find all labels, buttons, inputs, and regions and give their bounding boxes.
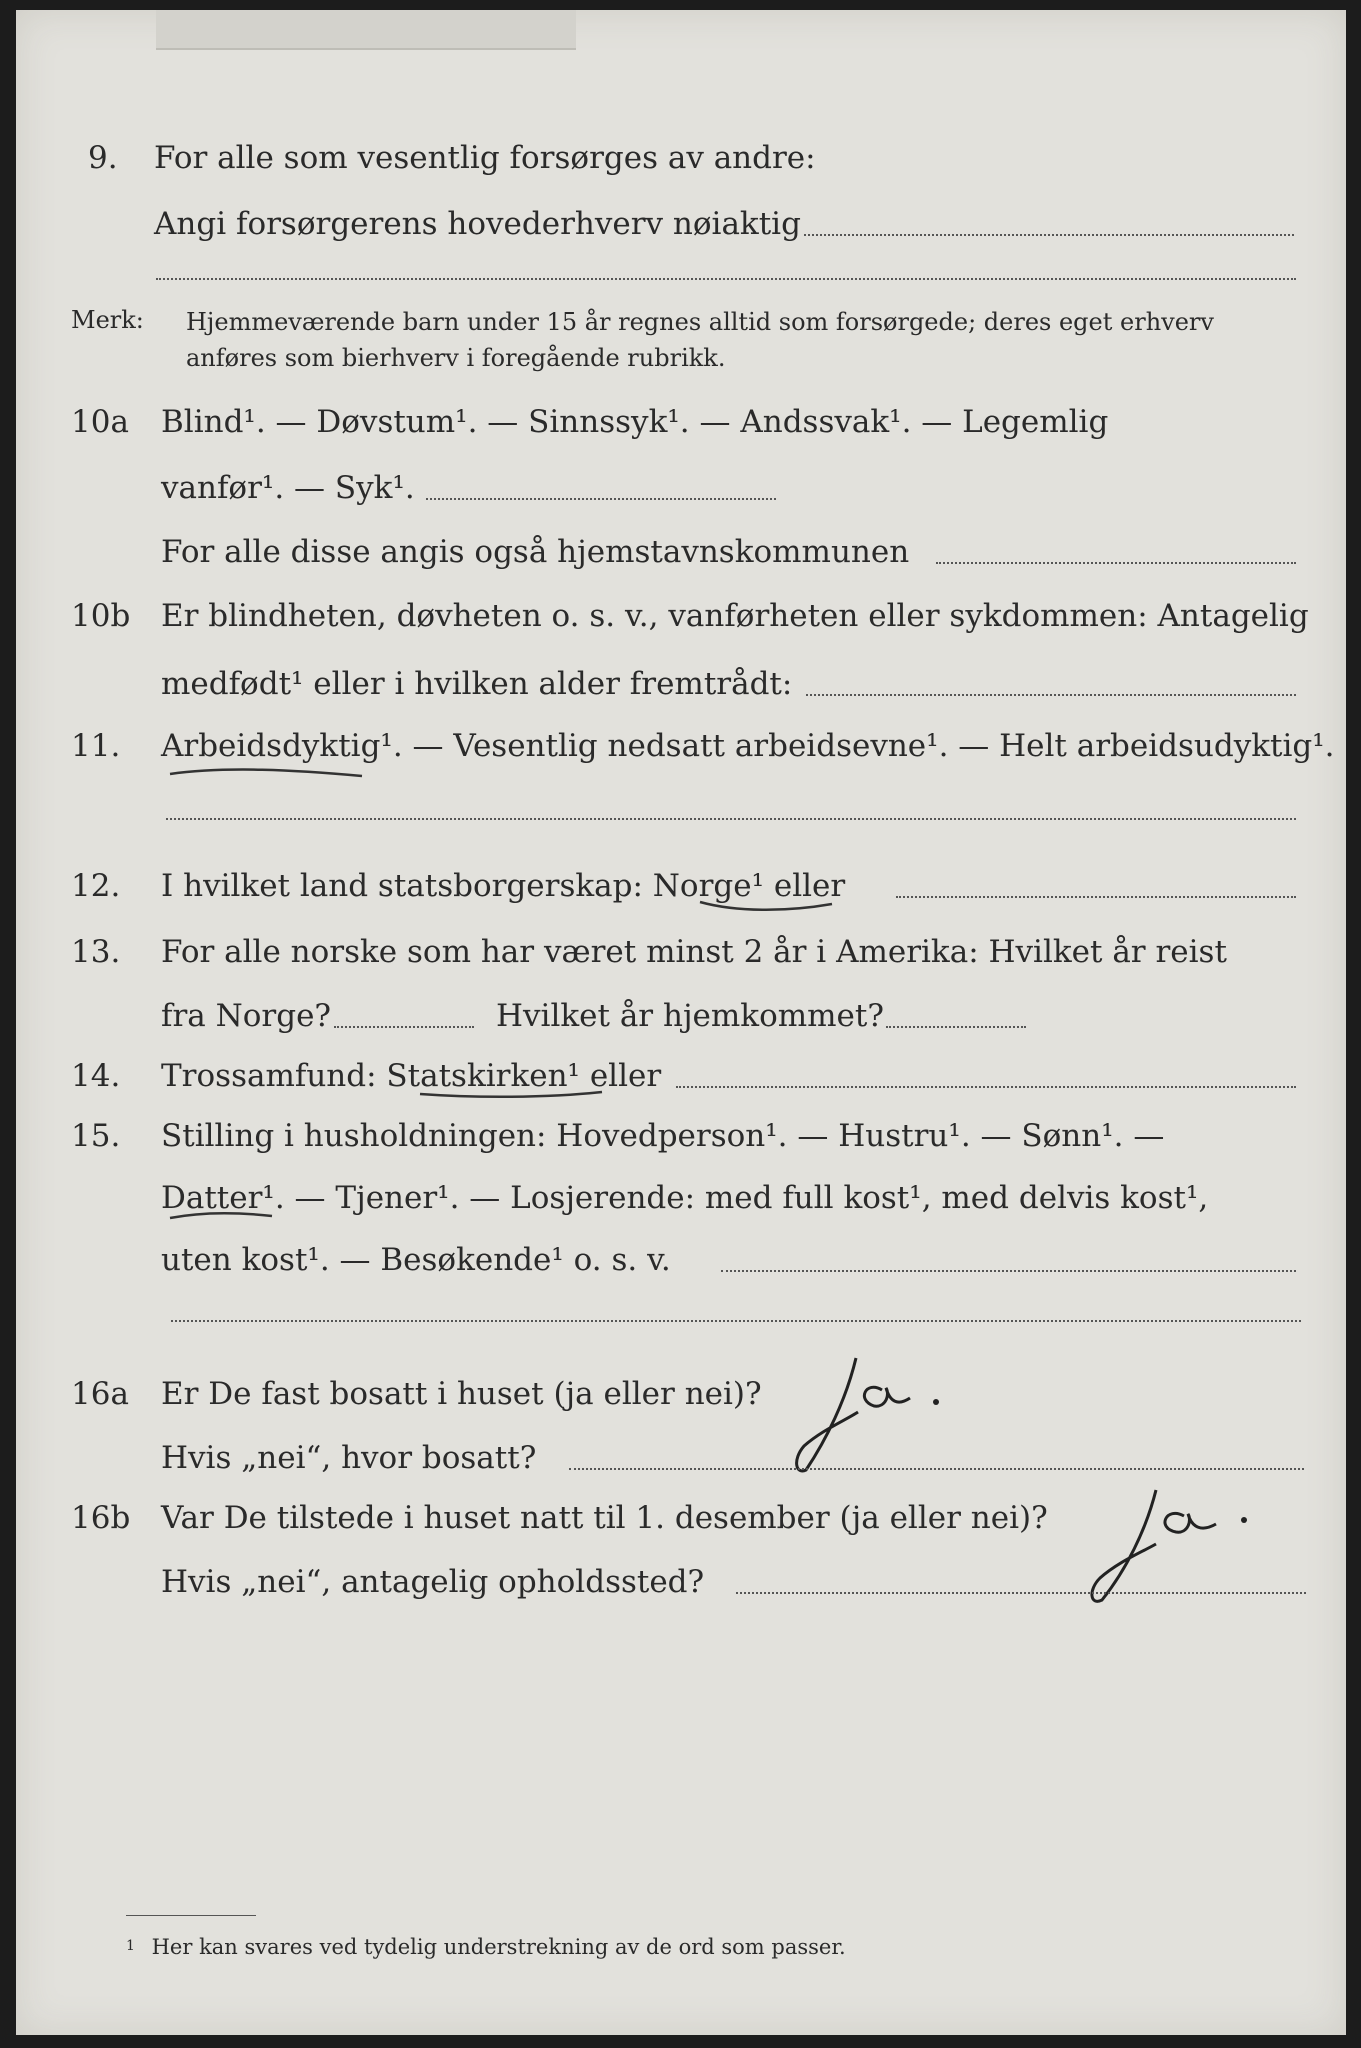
q15-number: 15. <box>71 1118 121 1154</box>
q14-handwritten-underline <box>416 1084 606 1104</box>
q16a-line-2: Hvis „nei“, hvor bosatt? <box>161 1440 537 1476</box>
q10b-answer-field[interactable] <box>806 694 1296 696</box>
q13-line-2b: Hvilket år hjemkommet? <box>496 998 884 1034</box>
q10a-line-3: For alle disse angis også hjemstavnskommunen <box>161 534 910 570</box>
q11-line-1: Arbeidsdyktig¹. — Vesentlig nedsatt arbeidsevne¹. — Helt arbeidsudyktig¹. <box>161 728 1335 764</box>
q10a-line-1: Blind¹. — Døvstum¹. — Sinnssyk¹. — Andssvak¹. — Legemlig <box>161 404 1109 440</box>
q13-return-field[interactable] <box>886 1026 1026 1028</box>
torn-paper-edge <box>156 10 576 50</box>
census-form-page <box>16 10 1346 2035</box>
q10a-number: 10a <box>71 404 129 440</box>
q16b-line-2: Hvis „nei“, antagelig opholdssted? <box>161 1564 705 1600</box>
q13-departure-field[interactable] <box>334 1026 474 1028</box>
q10a-row-2 <box>16 458 1346 518</box>
q11-answer-field[interactable] <box>166 818 1296 820</box>
q15-handwritten-underline <box>166 1206 276 1226</box>
q9-row-2 <box>16 194 1346 254</box>
q15-row-1 <box>16 1106 1346 1166</box>
footnote-text: Her kan svares ved tydelig understrekning av de ord som passer. <box>151 1935 846 1959</box>
q11-handwritten-underline <box>166 762 366 782</box>
q13-row-2 <box>16 986 1346 1046</box>
q10a-hometown-field[interactable] <box>936 562 1296 564</box>
q16b-line-1: Var De tilstede i huset natt til 1. desember (ja eller nei)? <box>161 1500 1048 1536</box>
q10b-number: 10b <box>71 598 131 634</box>
q10a-row-1 <box>16 392 1346 452</box>
q10b-line-2: medfødt¹ eller i hvilken alder fremtrådt: <box>161 666 793 702</box>
footnote-marker: 1 <box>126 1938 135 1954</box>
q10a-row-3 <box>16 522 1346 582</box>
q9-line-2: Angi forsørgerens hovederhverv nøiaktig <box>154 206 801 242</box>
q10a-line-2: vanfør¹. — Syk¹. <box>161 470 415 506</box>
q15-answer-field-2[interactable] <box>171 1320 1301 1322</box>
q9-answer-field[interactable] <box>804 234 1294 236</box>
q13-row-1 <box>16 922 1346 982</box>
q10b-line-1: Er blindheten, døvheten o. s. v., vanførheten eller sykdommen: Antagelig <box>161 598 1309 634</box>
q9-answer-field-2[interactable] <box>156 278 1296 280</box>
q12-handwritten-underline <box>696 894 836 916</box>
q14-answer-field[interactable] <box>676 1086 1296 1088</box>
q16a-number: 16a <box>71 1376 129 1412</box>
q16b-stay-field[interactable] <box>736 1592 1306 1594</box>
q10b-row-1 <box>16 586 1346 646</box>
q16a-line-1: Er De fast bosatt i huset (ja eller nei)? <box>161 1376 762 1412</box>
q16b-number: 16b <box>71 1500 131 1536</box>
q10b-row-2 <box>16 654 1346 714</box>
q13-number: 13. <box>71 934 121 970</box>
merk-label: Merk: <box>71 306 144 334</box>
q15-row-3 <box>16 1230 1346 1290</box>
q10a-answer-field[interactable] <box>426 498 776 500</box>
q15-line-1: Stilling i husholdningen: Hovedperson¹. — Hustru¹. — Sønn¹. — <box>161 1118 1165 1154</box>
q13-line-1: For alle norske som har været minst 2 år i Amerika: Hvilket år reist <box>161 934 1227 970</box>
q9-line-1: For alle som vesentlig forsørges av andre: <box>154 140 816 176</box>
q12-line-1: I hvilket land statsborgerskap: Norge¹ eller <box>161 868 846 904</box>
footnote-separator <box>126 1915 256 1916</box>
footnote <box>126 1935 846 1959</box>
q16a-row-2 <box>16 1428 1346 1488</box>
q15-line-2: Datter¹. — Tjener¹. — Losjerende: med full kost¹, med delvis kost¹, <box>161 1180 1209 1216</box>
q14-line-1: Trossamfund: Statskirken¹ eller <box>161 1058 662 1094</box>
q15-line-3: uten kost¹. — Besøkende¹ o. s. v. <box>161 1242 671 1278</box>
q16a-row-1 <box>16 1364 1346 1424</box>
q12-row-1 <box>16 856 1346 916</box>
q16b-row-2 <box>16 1552 1346 1612</box>
q12-answer-field[interactable] <box>896 896 1296 898</box>
q13-line-2a: fra Norge? <box>161 998 332 1034</box>
merk-line-2: anføres som bierhverv i foregående rubrikk. <box>186 344 726 372</box>
merk-line-1: Hjemmeværende barn under 15 år regnes alltid som forsørgede; deres eget erhverv <box>186 308 1214 336</box>
q9-row-1 <box>16 128 1346 188</box>
q15-answer-field[interactable] <box>721 1270 1296 1272</box>
q12-number: 12. <box>71 868 121 904</box>
q11-number: 11. <box>71 728 121 764</box>
q14-number: 14. <box>71 1058 121 1094</box>
q9-number: 9. <box>88 140 118 176</box>
q14-row-1 <box>16 1046 1346 1106</box>
q16a-residence-field[interactable] <box>569 1468 1304 1470</box>
